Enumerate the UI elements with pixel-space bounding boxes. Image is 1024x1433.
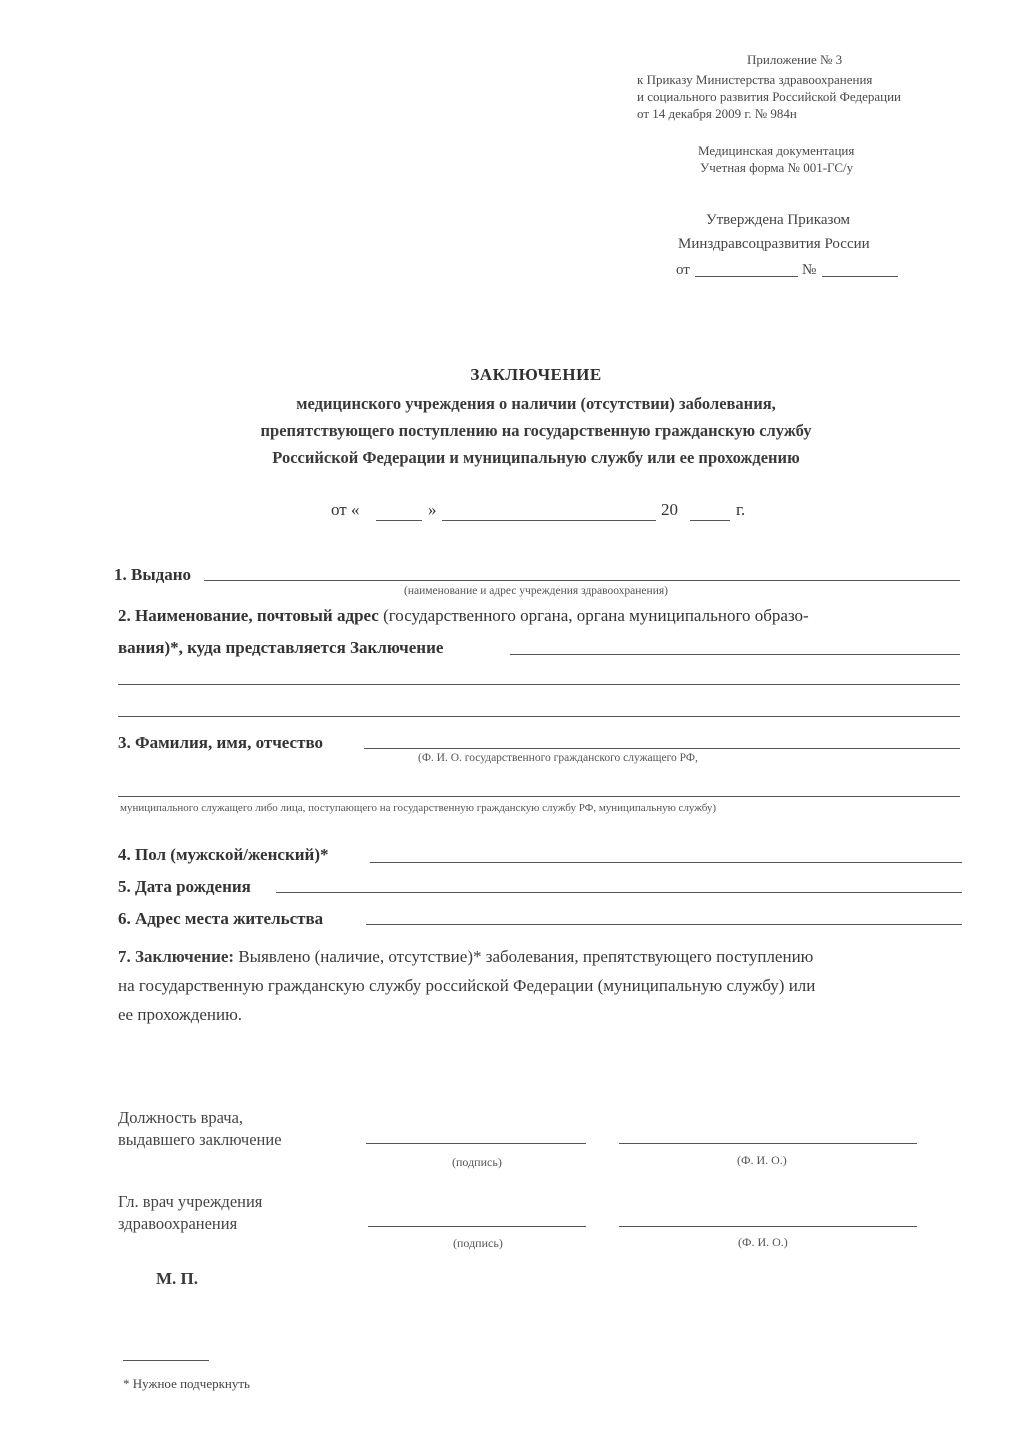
field-2-input-3[interactable] — [118, 716, 960, 717]
field-5-label: 5. Дата рождения — [118, 877, 251, 896]
chief-signature-hint: (подпись) — [453, 1236, 503, 1250]
doctor-fio-field[interactable] — [619, 1143, 917, 1144]
title-line-3: Российской Федерации и муниципальную службу или ее прохождению — [272, 448, 800, 467]
field-2-bold: 2. Наименование, почтовый адрес — [118, 606, 379, 625]
chief-position-line-2: здравоохранения — [118, 1214, 238, 1233]
date-year-prefix: 20 — [661, 500, 678, 519]
field-7-bold: 7. Заключение: — [118, 947, 235, 966]
title-line-1: медицинского учреждения о наличии (отсутствии) заболевания, — [296, 394, 776, 413]
field-3-label: 3. Фамилия, имя, отчество — [118, 733, 324, 752]
field-3-fio[interactable] — [364, 748, 960, 749]
footnote-divider — [123, 1360, 209, 1361]
field-7-text-2: на государственную гражданскую службу российской Федерации (муниципальную службу) или — [118, 976, 816, 995]
approval-date-field[interactable] — [695, 276, 798, 277]
field-3-hint-1: (Ф. И. О. государственного гражданского служащего РФ, — [418, 752, 698, 764]
footnote: * Нужное подчеркнуть — [123, 1376, 250, 1391]
field-3-hint-2: муниципального служащего либо лица, поступающего на государственную гражданскую службу РФ, муниципальную службу) — [120, 802, 717, 814]
field-1-label: 1. Выдано — [114, 565, 192, 584]
order-line-3: от 14 декабря 2009 г. № 984н — [637, 106, 797, 121]
field-1-hint: (наименование и адрес учреждения здравоохранения) — [404, 585, 668, 597]
field-5-birthdate[interactable] — [276, 892, 962, 893]
form-number: Учетная форма № 001-ГС/у — [700, 160, 854, 175]
appendix-number: Приложение № 3 — [747, 52, 843, 67]
doctor-signature-field[interactable] — [366, 1143, 586, 1144]
doctor-position-line-1: Должность врача, — [118, 1108, 244, 1127]
field-6-label: 6. Адрес места жительства — [118, 909, 324, 928]
field-3-fio-line-2[interactable] — [118, 796, 960, 797]
field-2-line-2: вания)*, куда представляется Заключение — [118, 638, 444, 657]
order-line-1: к Приказу Министерства здравоохранения — [637, 72, 873, 87]
chief-signature-field[interactable] — [368, 1226, 586, 1227]
approval-number-field[interactable] — [822, 276, 898, 277]
date-day-field[interactable] — [376, 520, 422, 521]
doctor-position-line-2: выдавшего заключение — [118, 1130, 282, 1149]
field-7-text-1: Выявлено (наличие, отсутствие)* заболевания, препятствующего поступлению — [234, 947, 814, 966]
field-1-issued-by[interactable] — [204, 580, 960, 581]
doctor-signature-hint: (подпись) — [452, 1155, 502, 1169]
approval-number-label: № — [802, 262, 817, 278]
field-4-label: 4. Пол (мужской/женский)* — [118, 845, 329, 864]
field-7-line-1 — [118, 942, 813, 971]
field-6-address[interactable] — [366, 924, 962, 925]
field-2-input-1[interactable] — [510, 654, 960, 655]
document-title: ЗАКЛЮЧЕНИЕ — [470, 365, 602, 384]
field-4-gender[interactable] — [370, 862, 962, 863]
field-2-rest: (государственного органа, органа муниципального образо- — [378, 606, 809, 625]
date-from-label: от « — [331, 500, 360, 519]
date-year-field[interactable] — [690, 520, 730, 521]
date-month-field[interactable] — [442, 520, 656, 521]
field-7-text-3: ее прохождению. — [118, 1005, 243, 1024]
date-year-suffix: г. — [736, 500, 746, 519]
seal-label: М. П. — [156, 1269, 199, 1288]
field-2-input-2[interactable] — [118, 684, 960, 685]
doctor-fio-hint: (Ф. И. О.) — [737, 1153, 787, 1167]
ministry-label: Минздравсоцразвития России — [678, 236, 870, 252]
doc-type: Медицинская документация — [698, 143, 855, 158]
chief-fio-hint: (Ф. И. О.) — [738, 1235, 788, 1249]
chief-fio-field[interactable] — [619, 1226, 917, 1227]
date-close-quote: » — [428, 500, 437, 519]
title-line-2: препятствующего поступлению на государственную гражданскую службу — [260, 421, 812, 440]
order-line-2: и социального развития Российской Федерации — [637, 89, 901, 104]
approved-label: Утверждена Приказом — [706, 212, 851, 228]
approval-date-label: от — [676, 262, 690, 278]
chief-position-line-1: Гл. врач учреждения — [118, 1192, 263, 1211]
field-2-line-1 — [118, 606, 809, 626]
